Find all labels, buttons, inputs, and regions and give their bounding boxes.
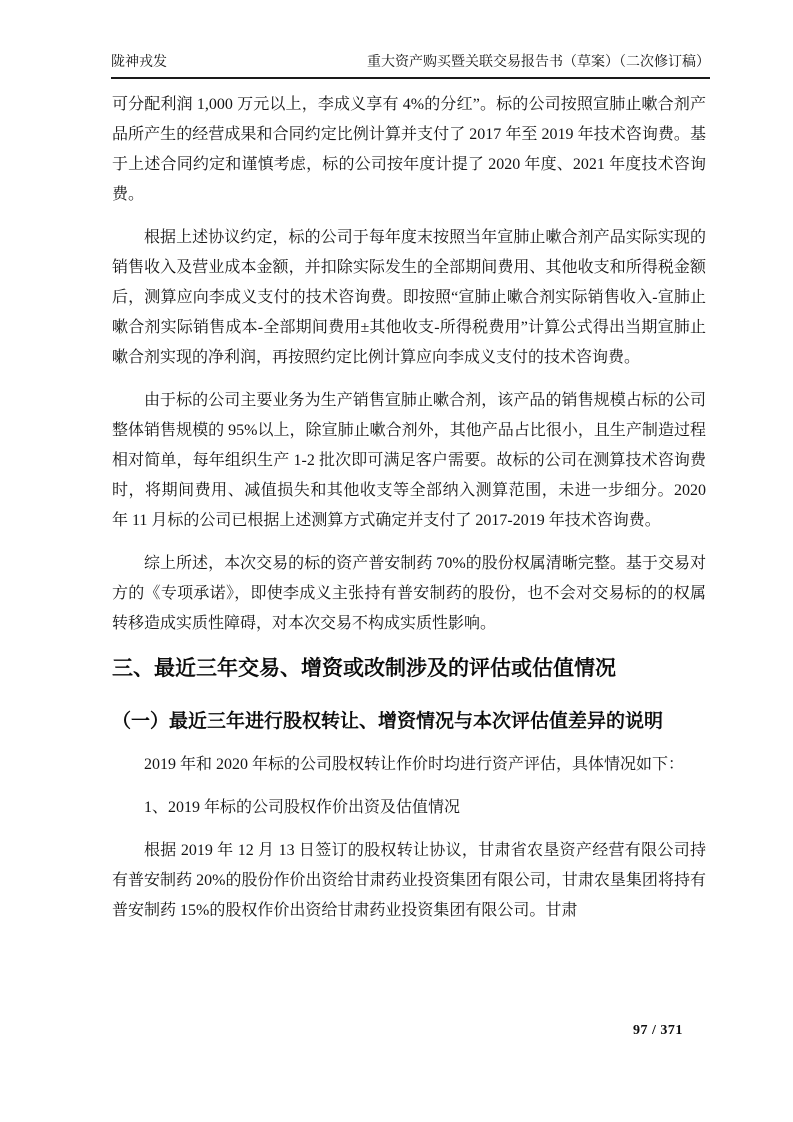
paragraph: 由于标的公司主要业务为生产销售宣肺止嗽合剂，该产品的销售规模占标的公司整体销售规模的 95%以上，除宣肺止嗽合剂外，其他产品占比很小，且生产制造过程相对简单，每年组织生产 1-2 批次即可满足客户需要。故标的公司在测算技术咨询费时，将期间费用、减值损失和其他收支等全部纳入测算范围，未进一步细分。2020 年 11 月标的公司已根据上述测算方式确定并支付了 2017-2019 年技术咨询费。 [112,392,706,529]
paragraph-continuation: 可分配利润 1,000 万元以上，李成义享有 4%的分红”。标的公司按照宣肺止嗽合剂产品所产生的经营成果和合同约定比例计算并支付了 2017 年至 2019 年技术咨询费。基于上述合同约定和谨慎考虑，标的公司按年度计提了 2020 年度、2021 年度技术咨询费。 [112,96,706,203]
page-number: 97 / 371 [633,1023,683,1038]
paragraph: 根据上述协议约定，标的公司于每年度末按照当年宣肺止嗽合剂产品实际实现的销售收入及营业成本金额，并扣除实际发生的全部期间费用、其他收支和所得税金额后，测算应向李成义支付的技术咨询费。即按照“宣肺止嗽合剂实际销售收入-宣肺止嗽合剂实际销售成本-全部期间费用±其他收支-所得税费用”计算公式得出当期宣肺止嗽合剂实现的净利润，再按照约定比例计算应向李成义支付的技术咨询费。 [112,229,706,366]
page-header [111,52,710,79]
subsection-heading: （一）最近三年进行股权转让、增资情况与本次评估值差异的说明 [112,711,664,732]
section-heading: 三、最近三年交易、增资或改制涉及的评估或估值情况 [112,657,616,680]
paragraph: 2019 年和 2020 年标的公司股权转让作价时均进行资产评估，具体情况如下： [144,756,685,773]
header-doc-title: 重大资产购买暨关联交易报告书（草案）（二次修订稿） [367,55,710,70]
paragraph: 根据 2019 年 12 月 13 日签订的股权转让协议，甘肃省农垦资产经营有限公司持有普安制药 20%的股份作价出资给甘肃药业投资集团有限公司，甘肃农垦集团将持有普安制药 15%的股权作价出资给甘肃药业投资集团有限公司。甘肃 [112,842,706,919]
header-company-name: 陇神戎发 [111,55,167,70]
document-body [112,90,706,926]
paragraph: 综上所述，本次交易的标的资产普安制药 70%的股份权属清晰完整。基于交易对方的《专项承诺》，即使李成义主张持有普安制药的股份，也不会对交易标的的权属转移造成实质性障碍，对本次交易不构成实质性影响。 [112,555,706,632]
numbered-item-heading: 1、2019 年标的公司股权作价出资及估值情况 [144,799,461,816]
